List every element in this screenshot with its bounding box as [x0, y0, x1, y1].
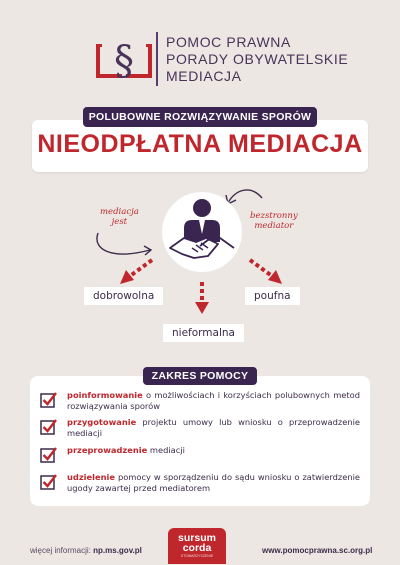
feature-confidential: poufna [245, 287, 300, 305]
arrow-right-head [268, 270, 282, 284]
checkbox-icon [40, 446, 58, 464]
scope-item-text [67, 472, 360, 494]
more-info-label: więcej informacji: [30, 546, 91, 555]
sursum-corda-logo [168, 528, 226, 564]
website-link[interactable]: www.pomocprawna.sc.org.pl [262, 546, 373, 555]
scope-item-keyword: udzielenie [67, 472, 115, 482]
org-line: MEDIACJA [166, 68, 242, 84]
scope-item [40, 390, 360, 412]
subtitle-badge: POLUBOWNE ROZWIĄZYWANIE SPORÓW [83, 107, 317, 127]
note-right-line: bezstronny [250, 211, 298, 221]
note-left-line: jest [111, 217, 128, 227]
logo-line-2: corda [182, 542, 212, 554]
scope-item-keyword: przygotowanie [67, 417, 137, 427]
org-line: PORADY OBYWATELSKIE [166, 51, 349, 67]
scope-item [40, 417, 360, 439]
scope-item-text [67, 417, 360, 439]
arrow-left-head [120, 270, 134, 284]
curved-arrow-left [97, 233, 150, 254]
scope-item [40, 472, 360, 494]
logo-line-1: sursum [178, 532, 216, 544]
checkbox-icon [40, 418, 58, 436]
page-title: NIEODPŁATNA MEDIACJA [37, 130, 363, 158]
scope-item-keyword: poinformowanie [67, 390, 143, 400]
more-info-link[interactable]: np.ms.gov.pl [93, 546, 142, 555]
org-line: POMOC PRAWNA [166, 34, 291, 50]
checkbox-icon [40, 473, 58, 491]
note-left [100, 207, 139, 227]
scope-item-text [67, 390, 360, 412]
scope-item-desc: pomocy w sporządzeniu do sądu wniosku o zatwierdzenie ugody zawartej przed mediatorem [67, 472, 360, 493]
scope-item [40, 445, 360, 464]
checkbox-icon [40, 391, 58, 409]
logo-tagline: STOWARZYSZENIE [180, 554, 214, 558]
feature-informal: nieformalna [163, 324, 244, 342]
scope-item-keyword: przeprowadzenie [67, 445, 148, 455]
scope-heading: ZAKRES POMOCY [143, 367, 257, 385]
arrow-down-head [195, 302, 209, 314]
scope-item-text [67, 445, 185, 456]
logo-divider [156, 32, 158, 86]
mediator-handshake-icon [162, 192, 242, 272]
note-left-line: mediacja [100, 207, 139, 217]
mediator-circle [162, 192, 242, 272]
note-right [250, 211, 298, 231]
organization-name [166, 34, 348, 85]
scope-item-desc: mediacji [147, 445, 185, 455]
logo-icon [92, 30, 156, 86]
note-right-line: mediator [254, 221, 294, 231]
scope-item-desc: o możliwościach i korzyściach polubownych metod rozwiązywania sporów [67, 390, 360, 411]
feature-voluntary: dobrowolna [84, 287, 163, 305]
scope-item-desc: projektu umowy lub wniosku o przeprowadzenie mediacji [67, 417, 360, 438]
svg-text:§: § [114, 38, 134, 84]
more-info [30, 546, 142, 555]
